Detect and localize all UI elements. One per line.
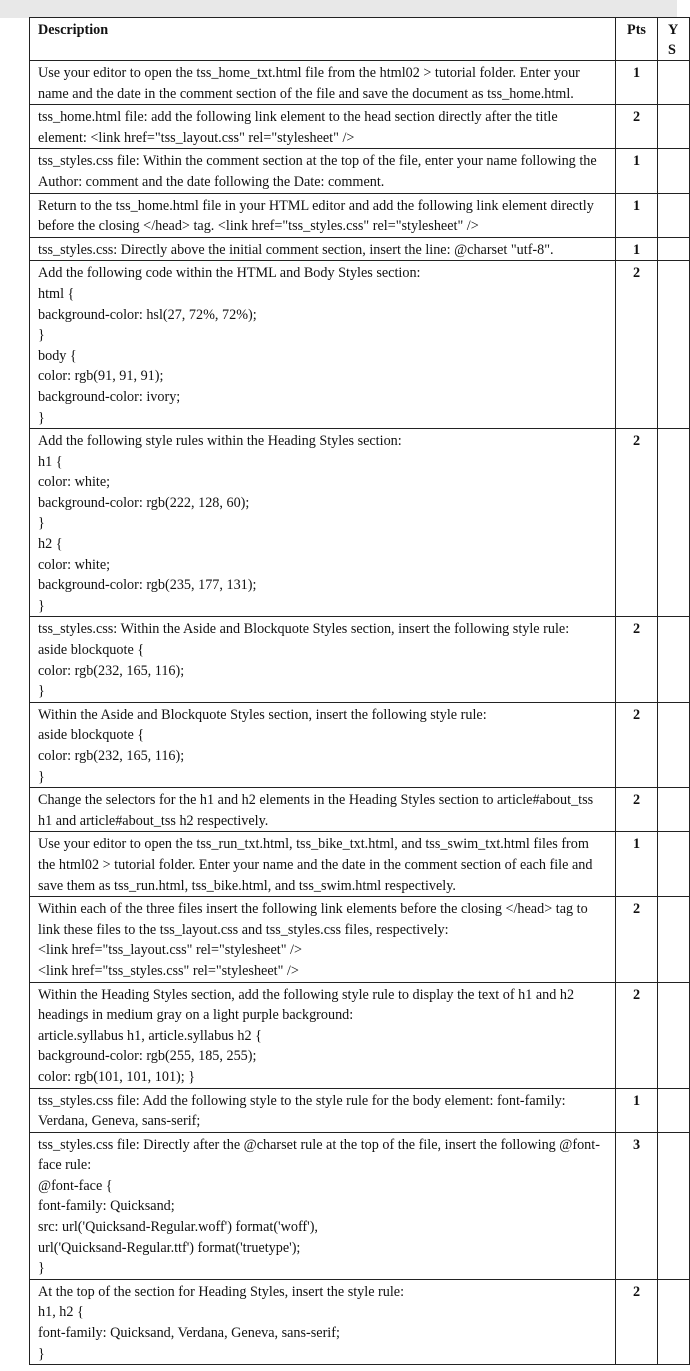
- table-row: [30, 788, 690, 832]
- description-line: article.syllabus h1, article.syllabus h2 {: [38, 1027, 262, 1044]
- table-row: [30, 832, 690, 897]
- task-description: [30, 237, 616, 261]
- description-line: }: [38, 768, 45, 785]
- task-description: [30, 982, 616, 1088]
- description-line: src: url('Quicksand-Regular.woff') format('woff'),: [38, 1219, 318, 1236]
- your-score-cell: [658, 1279, 690, 1364]
- table-row: [30, 1279, 690, 1364]
- description-line: color: rgb(232, 165, 116);: [38, 662, 185, 679]
- description-line: tss_home.html file: add the following link element to the head section directly after the title element: <link href="tss_layout.css" rel="stylesheet" />: [38, 109, 562, 146]
- task-description: [30, 261, 616, 429]
- description-line: Use your editor to open the tss_run_txt.html, tss_bike_txt.html, and tss_swim_txt.html files from the html02 > tutorial folder. Enter your name and the date in the comment section of each file and save them as tss_run.html, tss_bike.html, and tss_swim.html respectively.: [38, 836, 596, 894]
- your-score-cell: [658, 617, 690, 702]
- rubric-table-wrapper: [29, 17, 689, 1365]
- description-line: background-color: ivory;: [38, 388, 181, 405]
- your-score-cell: [658, 261, 690, 429]
- task-points: 2: [616, 617, 658, 702]
- task-description: [30, 105, 616, 149]
- task-points: 1: [616, 149, 658, 193]
- table-row: [30, 897, 690, 982]
- description-line: Within each of the three files insert the following link elements before the closing </head> tag to link these files to the tss_layout.css and tss_styles.css files, respectively:: [38, 901, 592, 938]
- table-row: [30, 1088, 690, 1132]
- task-description: [30, 832, 616, 897]
- header-your-score-line-2: S: [668, 42, 676, 58]
- description-line: <link href="tss_layout.css" rel="stylesheet" />: [38, 942, 302, 959]
- description-line: }: [38, 327, 45, 344]
- description-line: tss_styles.css file: Within the comment section at the top of the file, enter your name following the Author: comment and the date following the Date: comment.: [38, 153, 600, 190]
- your-score-cell: [658, 149, 690, 193]
- task-points: 2: [616, 429, 658, 617]
- your-score-cell: [658, 897, 690, 982]
- description-line: body {: [38, 347, 77, 364]
- header-description: Description: [30, 18, 616, 61]
- description-line: Add the following style rules within the Heading Styles section:: [38, 433, 402, 450]
- task-points: 1: [616, 193, 658, 237]
- description-line: }: [38, 683, 45, 700]
- description-line: Change the selectors for the h1 and h2 elements in the Heading Styles section to article#about_tss h1 and article#about_tss h2 respectively.: [38, 792, 597, 829]
- table-row: [30, 702, 690, 787]
- your-score-cell: [658, 429, 690, 617]
- table-header-row: [30, 18, 690, 61]
- description-line: At the top of the section for Heading Styles, insert the style rule:: [38, 1283, 405, 1300]
- table-row: [30, 237, 690, 261]
- your-score-cell: [658, 237, 690, 261]
- description-line: h1, h2 {: [38, 1304, 84, 1321]
- task-points: 3: [616, 1132, 658, 1279]
- task-description: [30, 1132, 616, 1279]
- task-points: 2: [616, 105, 658, 149]
- description-line: tss_styles.css: Within the Aside and Blockquote Styles section, insert the following style rule:: [38, 621, 570, 638]
- table-row: [30, 1132, 690, 1279]
- description-line: <link href="tss_styles.css" rel="stylesheet" />: [38, 962, 299, 979]
- description-line: url('Quicksand-Regular.ttf') format('truetype');: [38, 1239, 301, 1256]
- description-line: color: white;: [38, 474, 111, 491]
- description-line: Return to the tss_home.html file in your HTML editor and add the following link element directly before the closing </head> tag. <link href="tss_styles.css" rel="stylesheet" />: [38, 197, 598, 235]
- task-points: 1: [616, 1088, 658, 1132]
- header-your-score: [658, 18, 690, 61]
- your-score-cell: [658, 1088, 690, 1132]
- description-line: color: rgb(91, 91, 91);: [38, 368, 164, 385]
- task-points: 2: [616, 702, 658, 787]
- task-points: 2: [616, 788, 658, 832]
- description-line: tss_styles.css file: Add the following style to the style rule for the body element: font-family: Verdana, Geneva, sans-serif;: [38, 1092, 569, 1130]
- table-row: [30, 105, 690, 149]
- task-description: [30, 897, 616, 982]
- description-line: }: [38, 409, 45, 426]
- task-description: [30, 617, 616, 702]
- description-line: h2 {: [38, 536, 63, 553]
- description-line: aside blockquote {: [38, 642, 145, 659]
- description-line: background-color: rgb(222, 128, 60);: [38, 494, 250, 511]
- your-score-cell: [658, 105, 690, 149]
- your-score-cell: [658, 1132, 690, 1279]
- your-score-cell: [658, 61, 690, 105]
- description-line: font-family: Quicksand;: [38, 1198, 175, 1215]
- task-points: 1: [616, 832, 658, 897]
- description-line: Within the Aside and Blockquote Styles section, insert the following style rule:: [38, 706, 487, 723]
- task-points: 1: [616, 61, 658, 105]
- description-line: @font-face {: [38, 1177, 113, 1194]
- description-line: h1 {: [38, 453, 63, 470]
- task-description: [30, 1279, 616, 1364]
- your-score-cell: [658, 982, 690, 1088]
- task-points: 2: [616, 897, 658, 982]
- description-line: }: [38, 1260, 45, 1277]
- your-score-cell: [658, 788, 690, 832]
- description-line: background-color: hsl(27, 72%, 72%);: [38, 306, 257, 323]
- description-line: font-family: Quicksand, Verdana, Geneva, sans-serif;: [38, 1325, 340, 1342]
- task-description: [30, 61, 616, 105]
- top-band: [0, 0, 677, 18]
- description-line: }: [38, 515, 45, 532]
- table-row: [30, 193, 690, 237]
- task-description: [30, 702, 616, 787]
- description-line: background-color: rgb(255, 185, 255);: [38, 1048, 257, 1065]
- table-row: [30, 617, 690, 702]
- table-row: [30, 982, 690, 1088]
- description-line: Within the Heading Styles section, add the following style rule to display the text of h1 and h2 headings in medium gray on a light purple background:: [38, 986, 578, 1024]
- task-description: [30, 1088, 616, 1132]
- description-line: }: [38, 1345, 45, 1362]
- description-line: Add the following code within the HTML and Body Styles section:: [38, 265, 421, 282]
- description-line: tss_styles.css file: Directly after the @charset rule at the top of the file, insert the following @font-face rule:: [38, 1136, 600, 1174]
- description-line: color: rgb(232, 165, 116);: [38, 748, 185, 764]
- your-score-cell: [658, 702, 690, 787]
- table-row: [30, 149, 690, 193]
- your-score-cell: [658, 193, 690, 237]
- task-description: [30, 149, 616, 193]
- table-row: [30, 261, 690, 429]
- task-description: [30, 788, 616, 832]
- header-pts: Pts: [616, 18, 658, 61]
- table-row: [30, 61, 690, 105]
- task-points: 2: [616, 261, 658, 429]
- description-line: }: [38, 597, 45, 614]
- description-line: html {: [38, 285, 75, 302]
- description-line: color: rgb(101, 101, 101); }: [38, 1068, 196, 1085]
- description-line: tss_styles.css: Directly above the initial comment section, insert the line: @charset "utf-8".: [38, 241, 554, 258]
- header-your-score-line-1: Y: [668, 22, 679, 38]
- description-line: color: white;: [38, 556, 111, 573]
- task-points: 2: [616, 1279, 658, 1364]
- task-description: [30, 429, 616, 617]
- task-points: 2: [616, 982, 658, 1088]
- task-points: 1: [616, 237, 658, 261]
- table-body: [30, 61, 690, 1365]
- rubric-table: [29, 17, 690, 1365]
- description-line: background-color: rgb(235, 177, 131);: [38, 577, 257, 594]
- table-row: [30, 429, 690, 617]
- task-description: [30, 193, 616, 237]
- your-score-cell: [658, 832, 690, 897]
- description-line: Use your editor to open the tss_home_txt.html file from the html02 > tutorial folder. Enter your name and the date in the comment section of the file and save the document as tss_home.html.: [38, 65, 584, 102]
- description-line: aside blockquote {: [38, 727, 145, 744]
